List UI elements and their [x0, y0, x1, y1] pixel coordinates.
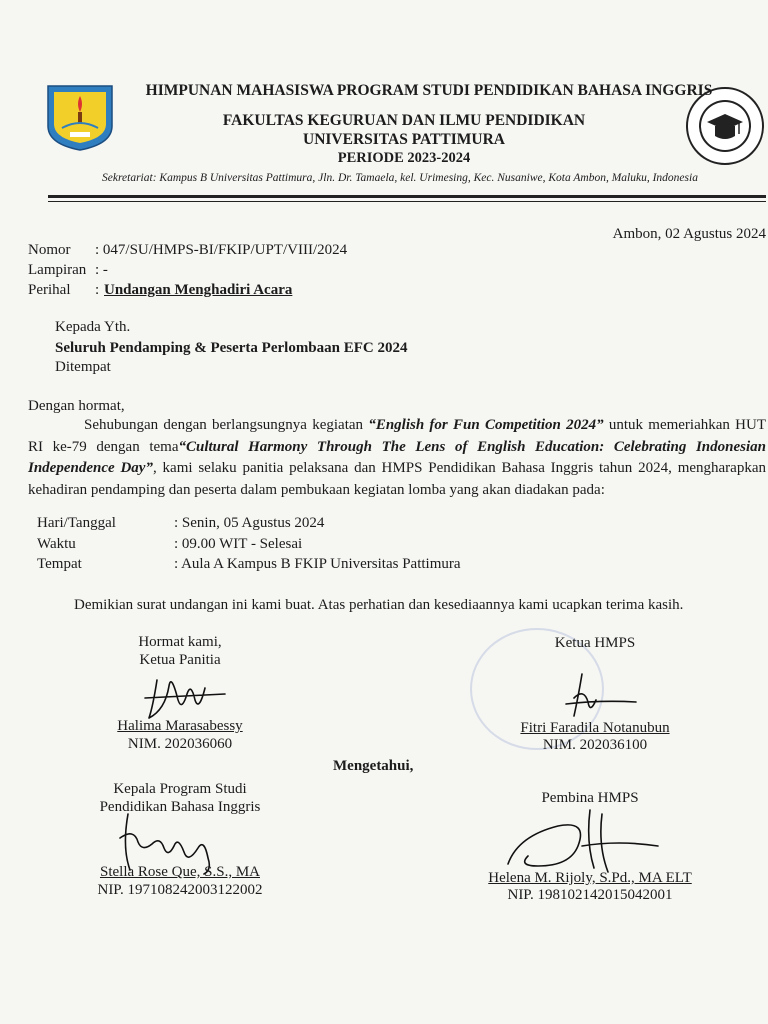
- detail-value-date: : Senin, 05 Agustus 2024: [174, 515, 325, 531]
- body-text-2: untuk memeriahkan HUT RI ke-79 dengan tema: [28, 417, 767, 455]
- right-bottom-signer-id: NIP. 198102142015042001: [507, 887, 673, 903]
- left-top-signer-id: NIM. 202036060: [127, 736, 233, 752]
- signature-hmps-chair: [560, 668, 640, 724]
- left-bottom-role: Kepala Program Studi: [113, 781, 247, 797]
- org-name-heading: HIMPUNAN MAHASISWA PROGRAM STUDI PENDIDIKAN BAHASA INGGRIS: [145, 82, 713, 99]
- right-top-signer-id: NIM. 202036100: [542, 737, 648, 753]
- event-name: “English for Fun Competition 2024”: [368, 417, 604, 433]
- recipient-place: Ditempat: [55, 359, 111, 375]
- perihal-value: Undangan Menghadiri Acara: [104, 282, 293, 298]
- nomor-value: : 047/SU/HMPS-BI/FKIP/UPT/VIII/2024: [95, 242, 348, 258]
- left-bottom-signer-name: Stella Rose Que, S.S., MA: [99, 864, 260, 880]
- signature-advisor: [498, 806, 668, 876]
- header-divider-thick: [48, 195, 766, 198]
- closing-sentence: Demikian surat undangan ini kami buat. Atas perhatian dan kesediaannya kami ucapkan terima kasih.: [74, 597, 684, 613]
- perihal-colon: :: [95, 282, 100, 298]
- left-bottom-program: Pendidikan Bahasa Inggris: [99, 799, 261, 815]
- header-divider-thin: [48, 201, 766, 202]
- nomor-label: Nomor: [28, 242, 71, 258]
- detail-label-date: Hari/Tanggal: [37, 515, 116, 531]
- left-bottom-signer-id: NIP. 197108242003122002: [97, 882, 263, 898]
- right-top-signer-name: Fitri Faradila Notanubun: [520, 720, 670, 736]
- detail-value-place: : Aula A Kampus B FKIP Universitas Pattimura: [174, 556, 461, 572]
- detail-label-place: Tempat: [37, 556, 82, 572]
- place-date: Ambon, 02 Agustus 2024: [612, 226, 766, 242]
- lampiran-label: Lampiran: [28, 262, 87, 278]
- lampiran-value: : -: [95, 262, 108, 278]
- right-bottom-signer-name: Helena M. Rijoly, S.Pd., MA ELT: [488, 870, 692, 886]
- event-theme: “Cultural Harmony Through The Lens of English Education: Celebrating Indonesian Independence Day”: [28, 438, 766, 476]
- faculty-heading: FAKULTAS KEGURUAN DAN ILMU PENDIDIKAN: [222, 112, 586, 129]
- detail-value-time: : 09.00 WIT - Selesai: [174, 536, 303, 552]
- body-text-3: , kami selaku panitia pelaksana dan HMPS Pendidikan Bahasa Inggris tahun 2024, mengharapkan kehadiran pendamping dan peserta dalam pembukaan kegiatan lomba yang akan diadakan pada:: [28, 460, 766, 498]
- body-paragraph: [28, 415, 766, 501]
- right-bottom-role: Pembina HMPS: [541, 790, 639, 806]
- period-heading: PERIODE 2023-2024: [337, 150, 471, 166]
- left-top-signer-name: Halima Marasabessy: [117, 718, 243, 734]
- perihal-label: Perihal: [28, 282, 71, 298]
- recipient-name: Seluruh Pendamping & Peserta Perlombaan EFC 2024: [55, 340, 408, 356]
- signature-committee-chair: [125, 666, 235, 726]
- university-heading: UNIVERSITAS PATTIMURA: [303, 131, 505, 148]
- right-top-role: Ketua HMPS: [554, 635, 636, 651]
- left-top-role: Ketua Panitia: [139, 652, 221, 668]
- body-text-1: Sehubungan dengan berlangsungnya kegiatan: [84, 417, 369, 433]
- recipient-salutation: Kepada Yth.: [55, 319, 131, 335]
- acknowledged-label: Mengetahui,: [333, 758, 414, 774]
- secretariat-address: Sekretariat: Kampus B Universitas Pattimura, Jln. Dr. Tamaela, kel. Urimesing, Kec. Nusaniwe, Kota Ambon, Maluku, Indonesia: [102, 172, 698, 184]
- left-top-greeting: Hormat kami,: [138, 634, 222, 650]
- detail-label-time: Waktu: [37, 536, 76, 552]
- greeting: Dengan hormat,: [28, 398, 125, 414]
